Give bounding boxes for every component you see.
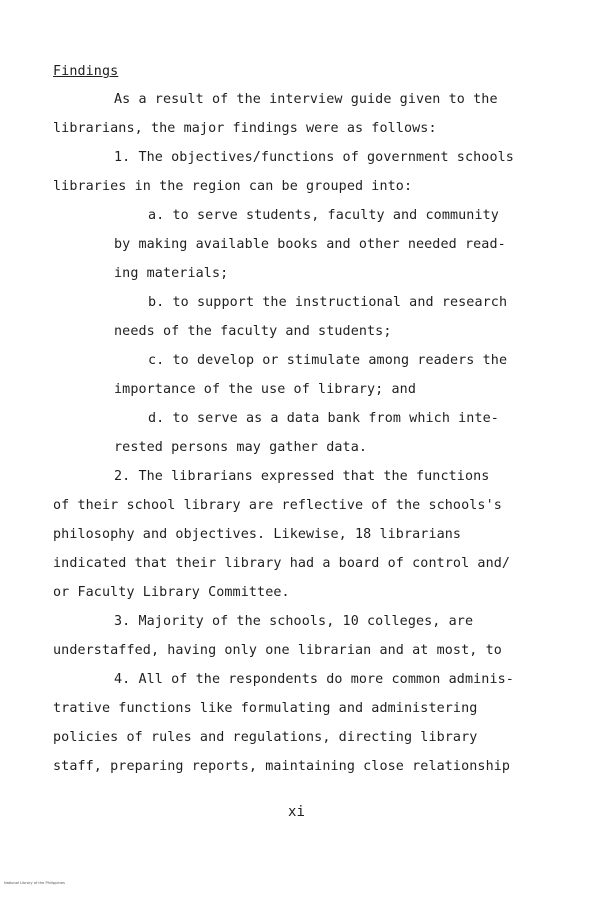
- text-line: d. to serve as a data bank from which inte-: [148, 411, 499, 426]
- text-line: understaffed, having only one librarian and at most, to: [53, 643, 502, 658]
- text-line: libraries in the region can be grouped into:: [53, 179, 413, 194]
- text-line: a. to serve students, faculty and community: [148, 208, 499, 223]
- text-line: b. to support the instructional and research: [148, 295, 508, 310]
- text-line: trative functions like formulating and administering: [53, 701, 478, 716]
- text-line: indicated that their library had a board of control and/: [53, 556, 511, 571]
- text-line: importance of the use of library; and: [114, 382, 416, 397]
- text-line: policies of rules and regulations, directing library: [53, 730, 478, 745]
- text-line: ing materials;: [114, 266, 229, 281]
- text-line: As a result of the interview guide given to the: [114, 92, 498, 107]
- page-number: xi: [288, 804, 306, 820]
- section-heading: Findings: [53, 64, 119, 79]
- text-line: staff, preparing reports, maintaining close relationship: [53, 759, 511, 774]
- text-line: 4. All of the respondents do more common adminis-: [114, 672, 514, 687]
- footer-credit: National Library of the Philippines: [4, 881, 65, 885]
- text-line: c. to develop or stimulate among readers the: [148, 353, 508, 368]
- text-line: by making available books and other needed read-: [114, 237, 506, 252]
- text-line: 2. The librarians expressed that the functions: [114, 469, 490, 484]
- text-line: or Faculty Library Committee.: [53, 585, 290, 600]
- text-line: of their school library are reflective of the schools's: [53, 498, 502, 513]
- text-line: philosophy and objectives. Likewise, 18 librarians: [53, 527, 462, 542]
- text-line: 3. Majority of the schools, 10 colleges, are: [114, 614, 474, 629]
- text-line: rested persons may gather data.: [114, 440, 368, 455]
- text-line: 1. The objectives/functions of government schools: [114, 150, 514, 165]
- text-line: needs of the faculty and students;: [114, 324, 392, 339]
- text-line: librarians, the major findings were as follows:: [53, 121, 437, 136]
